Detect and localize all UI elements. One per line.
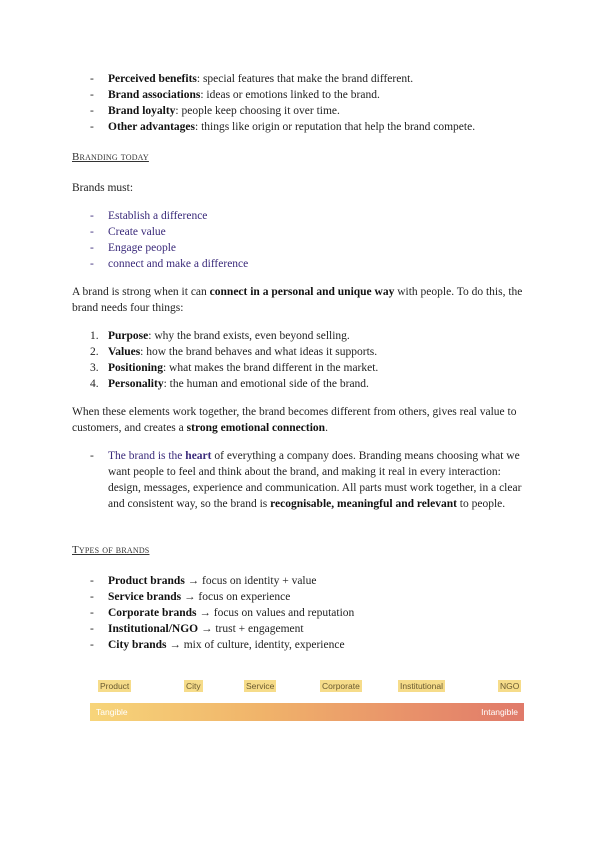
list-item: - Institutional/NGO → trust + engagement <box>90 623 304 635</box>
heart-bullet-list <box>90 448 524 512</box>
list-item: - Product brands → focus on identity + value <box>90 575 317 587</box>
list-item: - Perceived benefits: special features that make the brand different. <box>90 73 414 85</box>
list-item: - Service brands → focus on experience <box>90 591 291 603</box>
strong-brand-paragraph: A brand is strong when it can connect in a personal and unique way with people. To do this, the brand needs four things: <box>72 286 523 314</box>
scale-label-ngo: NGO <box>500 681 520 691</box>
intangible-label: Intangible <box>481 707 518 717</box>
brand-types-list <box>90 573 354 653</box>
list-item: - Other advantages: things like origin or reputation that help the brand compete. <box>90 121 476 133</box>
four-things-list <box>90 328 378 392</box>
scale-label-product: Product <box>100 681 130 691</box>
list-item: - Brand associations: ideas or emotions linked to the brand. <box>90 89 380 101</box>
top-bullet-list <box>90 71 475 135</box>
list-item: - connect and make a difference <box>90 258 249 270</box>
list-item: - Engage people <box>90 242 177 254</box>
list-item: 3. Positioning: what makes the brand different in the market. <box>90 362 379 374</box>
list-item: - The brand is the heart of everything a company does. Branding means choosing what we want people to feel and think about the brand, and making it real in every interaction: design, messages, experience and communication. All parts must work together, in a clear and consistent way, so the brand is recognisable, meaningful and relevant to people. <box>90 450 522 510</box>
brands-must-list <box>90 208 248 272</box>
brands-must-intro: Brands must: <box>72 182 134 194</box>
list-item: - Create value <box>90 226 166 238</box>
list-item: - Establish a difference <box>90 210 208 222</box>
heading-types-of-brands: Types of brands <box>72 544 150 556</box>
heading-branding-today: Branding today <box>72 151 149 163</box>
list-item: 4. Personality: the human and emotional side of the brand. <box>90 378 369 390</box>
list-item: - City brands → mix of culture, identity, experience <box>90 639 345 651</box>
scale-label-city: City <box>186 681 201 691</box>
list-item: - Brand loyalty: people keep choosing it over time. <box>90 105 340 117</box>
brand-scale-labels <box>90 678 524 694</box>
tangible-intangible-bar <box>90 703 524 721</box>
list-item: 1. Purpose: why the brand exists, even beyond selling. <box>90 330 350 342</box>
scale-label-service: Service <box>246 681 275 691</box>
list-item: 2. Values: how the brand behaves and what ideas it supports. <box>90 346 378 358</box>
scale-label-corporate: Corporate <box>322 681 360 691</box>
list-item: - Corporate brands → focus on values and reputation <box>90 607 355 619</box>
elements-together-paragraph: When these elements work together, the brand becomes different from others, gives real value to customers, and creates a strong emotional connection. <box>72 406 517 434</box>
scale-label-institutional: Institutional <box>400 681 443 691</box>
tangible-label: Tangible <box>96 707 128 717</box>
